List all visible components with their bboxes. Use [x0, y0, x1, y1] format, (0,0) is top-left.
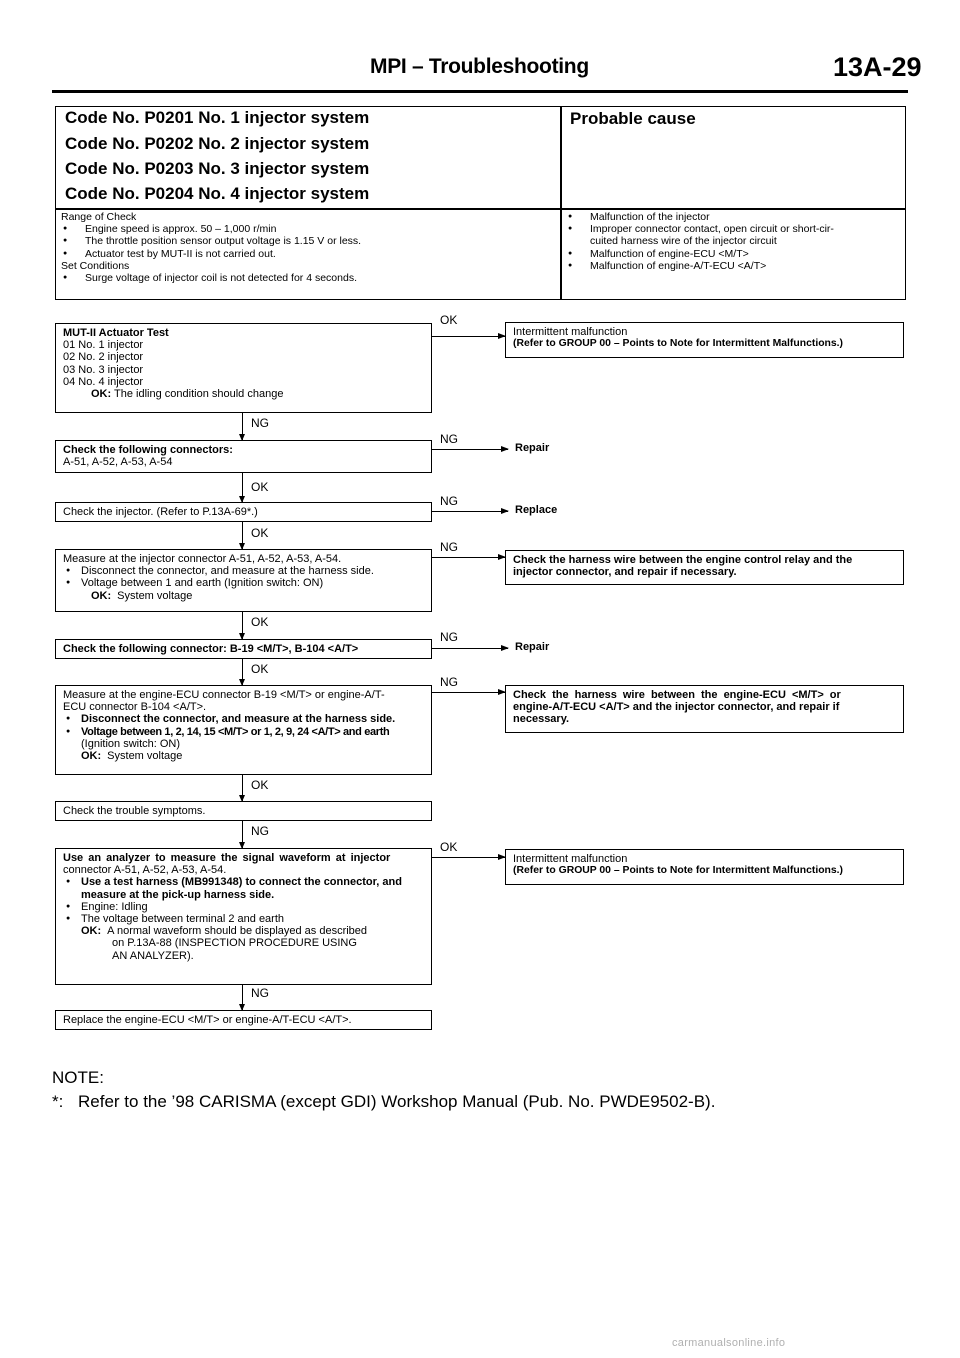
step-line: 01 No. 1 injector — [63, 339, 144, 352]
ok-label: OK — [251, 615, 269, 629]
step-line: A-51, A-52, A-53, A-54 — [63, 456, 173, 469]
ok-text: System voltage — [117, 589, 193, 602]
ok-arrow — [432, 336, 505, 337]
probable-cause-heading: Probable cause — [570, 109, 696, 128]
step-measure-ecu-connector — [55, 685, 432, 775]
ng-arrow — [432, 449, 508, 450]
diagnostic-code-table — [55, 106, 906, 300]
step-actuator-test — [55, 323, 432, 413]
result-repair-2: Repair — [515, 641, 550, 653]
ng-label: NG — [440, 432, 458, 446]
code-p0203: Code No. P0203 No. 3 injector system — [65, 159, 370, 178]
cause-item: ● Malfunction of the injector — [566, 211, 834, 223]
note-body: Refer to the ’98 CARISMA (except GDI) Workshop Manual (Pub. No. PWDE9502-B). — [78, 1092, 716, 1111]
step-title: Check the following connectors: — [63, 444, 233, 456]
ng-label: NG — [251, 824, 269, 838]
note-text — [52, 1092, 715, 1112]
ng-arrow — [432, 557, 505, 558]
ok-text: A normal waveform should be displayed as described — [107, 925, 368, 938]
result-intermittent-1 — [505, 322, 904, 358]
step-line: Measure at the injector connector A-51, A-52, A-53, A-54. — [63, 553, 342, 565]
ok-label: OK — [251, 662, 269, 676]
step-check-trouble-symptoms — [55, 801, 432, 821]
step-bullet: ● The voltage between terminal 2 and earth — [63, 913, 426, 925]
range-item: ● Actuator test by MUT-II is not carried out. — [61, 248, 361, 260]
step-bullet-cont: measure at the pick-up harness side. — [81, 888, 275, 901]
ng-label: NG — [440, 675, 458, 689]
step-line: Measure at the engine-ECU connector B-19 <M/T> or engine-A/T- — [63, 689, 385, 701]
code-p0202: Code No. P0202 No. 2 injector system — [65, 134, 370, 153]
table-row-divider — [56, 208, 905, 210]
ok-arrow — [242, 612, 243, 639]
step-line: Check the trouble symptoms. — [63, 805, 206, 817]
cause-item-cont: cuited harness wire of the injector circuit — [590, 235, 777, 248]
ok-key: OK: — [91, 589, 112, 602]
result-check-harness-relay — [505, 550, 904, 585]
result-line: Intermittent malfunction — [513, 853, 628, 865]
ng-arrow — [242, 985, 243, 1010]
ok-key: OK: — [81, 750, 102, 763]
note-star: *: — [52, 1092, 64, 1111]
step-bullet: ● Disconnect the connector, and measure at the harness side. — [63, 713, 426, 725]
step-bullet: ● Disconnect the connector, and measure at the harness side. — [63, 565, 426, 577]
step-bullet: ● Use a test harness (MB991348) to connect the connector, and — [63, 876, 426, 888]
range-of-check — [61, 211, 361, 284]
result-line: engine-A/T-ECU <A/T> and the injector connector, and repair if — [513, 701, 840, 714]
page-title: MPI – Troubleshooting — [370, 55, 589, 78]
ok-text: System voltage — [107, 750, 183, 763]
result-line: Check the harness wire between the engine-ECU <M/T> or — [513, 689, 841, 701]
ok-label: OK — [440, 313, 458, 327]
ok-label: OK — [440, 840, 458, 854]
step-line: 02 No. 2 injector — [63, 351, 144, 364]
step-bullet: ● Engine: Idling — [63, 901, 426, 913]
result-intermittent-2 — [505, 849, 904, 885]
step-line: Replace the engine-ECU <M/T> or engine-A/T-ECU <A/T>. — [63, 1014, 352, 1026]
ng-arrow — [432, 511, 508, 512]
step-analyzer-waveform — [55, 848, 432, 985]
step-check-ecu-connector — [55, 639, 432, 659]
result-line: necessary. — [513, 713, 570, 726]
probable-causes — [566, 211, 834, 272]
step-check-connectors — [55, 440, 432, 473]
result-repair-1: Repair — [515, 442, 550, 454]
ok-text: The idling condition should change — [114, 388, 284, 401]
ok-label: OK — [251, 778, 269, 792]
range-item: ● Engine speed is approx. 50 – 1,000 r/min — [61, 223, 361, 235]
cause-item: ● Improper connector contact, open circuit or short-cir- — [566, 223, 834, 235]
step-measure-injector-connector — [55, 549, 432, 612]
step-bullet: ● Voltage between 1 and earth (Ignition switch: ON) — [63, 577, 426, 589]
result-line: (Refer to GROUP 00 – Points to Note for Intermittent Malfunctions.) — [513, 338, 844, 350]
ok-arrow — [242, 522, 243, 549]
table-column-divider — [560, 107, 562, 299]
result-line: (Refer to GROUP 00 – Points to Note for Intermittent Malfunctions.) — [513, 865, 844, 877]
step-line: Check the injector. (Refer to P.13A-69*.) — [63, 506, 258, 518]
ok-arrow — [242, 775, 243, 801]
ok-key: OK: — [91, 388, 112, 401]
ng-arrow — [432, 648, 508, 649]
ok-text: on P.13A-88 (INSPECTION PROCEDURE USING — [112, 937, 357, 950]
result-line: Intermittent malfunction — [513, 326, 628, 338]
result-replace: Replace — [515, 504, 558, 516]
ng-arrow — [432, 692, 505, 693]
result-line: injector connector, and repair if necessary. — [513, 566, 737, 579]
step-line: Check the following connector: B-19 <M/T>, B-104 <A/T> — [63, 643, 359, 655]
step-line: Use an analyzer to measure the signal waveform at injector — [63, 852, 391, 864]
ok-label: OK — [251, 480, 269, 494]
ok-arrow — [242, 473, 243, 502]
ok-text: AN ANALYZER). — [112, 949, 194, 962]
ng-label: NG — [440, 540, 458, 554]
step-replace-ecu — [55, 1010, 432, 1030]
set-condition-item: ● Surge voltage of injector coil is not detected for 4 seconds. — [61, 272, 361, 284]
result-line: Check the harness wire between the engine control relay and the — [513, 554, 853, 566]
ng-arrow — [242, 413, 243, 440]
note-title: NOTE: — [52, 1068, 104, 1087]
ng-label: NG — [251, 986, 269, 1000]
result-check-harness-ecu — [505, 685, 904, 733]
code-p0204: Code No. P0204 No. 4 injector system — [65, 184, 370, 203]
ok-label: OK — [251, 526, 269, 540]
ok-key: OK: — [81, 925, 102, 938]
code-p0201: Code No. P0201 No. 1 injector system — [65, 108, 370, 127]
header-rule — [52, 90, 908, 93]
step-line: connector A-51, A-52, A-53, A-54. — [63, 864, 227, 877]
step-check-injector — [55, 502, 432, 522]
step-line: ECU connector B-104 <A/T>. — [63, 701, 207, 714]
step-line: 03 No. 3 injector — [63, 363, 144, 376]
footer-watermark: carmanualsonline.info — [672, 1337, 786, 1349]
step-title: MUT-II Actuator Test — [63, 327, 169, 339]
step-line: (Ignition switch: ON) — [81, 737, 181, 750]
cause-item: ● Malfunction of engine-ECU <M/T> — [566, 248, 834, 260]
ok-arrow — [242, 659, 243, 685]
ng-label: NG — [440, 494, 458, 508]
ng-arrow — [242, 821, 243, 848]
page-number: 13A-29 — [833, 52, 922, 82]
range-item: ● The throttle position sensor output voltage is 1.15 V or less. — [61, 235, 361, 247]
step-line: 04 No. 4 injector — [63, 375, 144, 388]
set-conditions-title: Set Conditions — [61, 259, 130, 272]
step-bullet: ● Voltage between 1, 2, 14, 15 <M/T> or 1, 2, 9, 24 <A/T> and earth — [63, 726, 426, 738]
range-title: Range of Check — [61, 211, 137, 223]
ng-label: NG — [440, 630, 458, 644]
ok-arrow — [432, 857, 505, 858]
cause-item: ● Malfunction of engine-A/T-ECU <A/T> — [566, 260, 834, 272]
ng-label: NG — [251, 416, 269, 430]
